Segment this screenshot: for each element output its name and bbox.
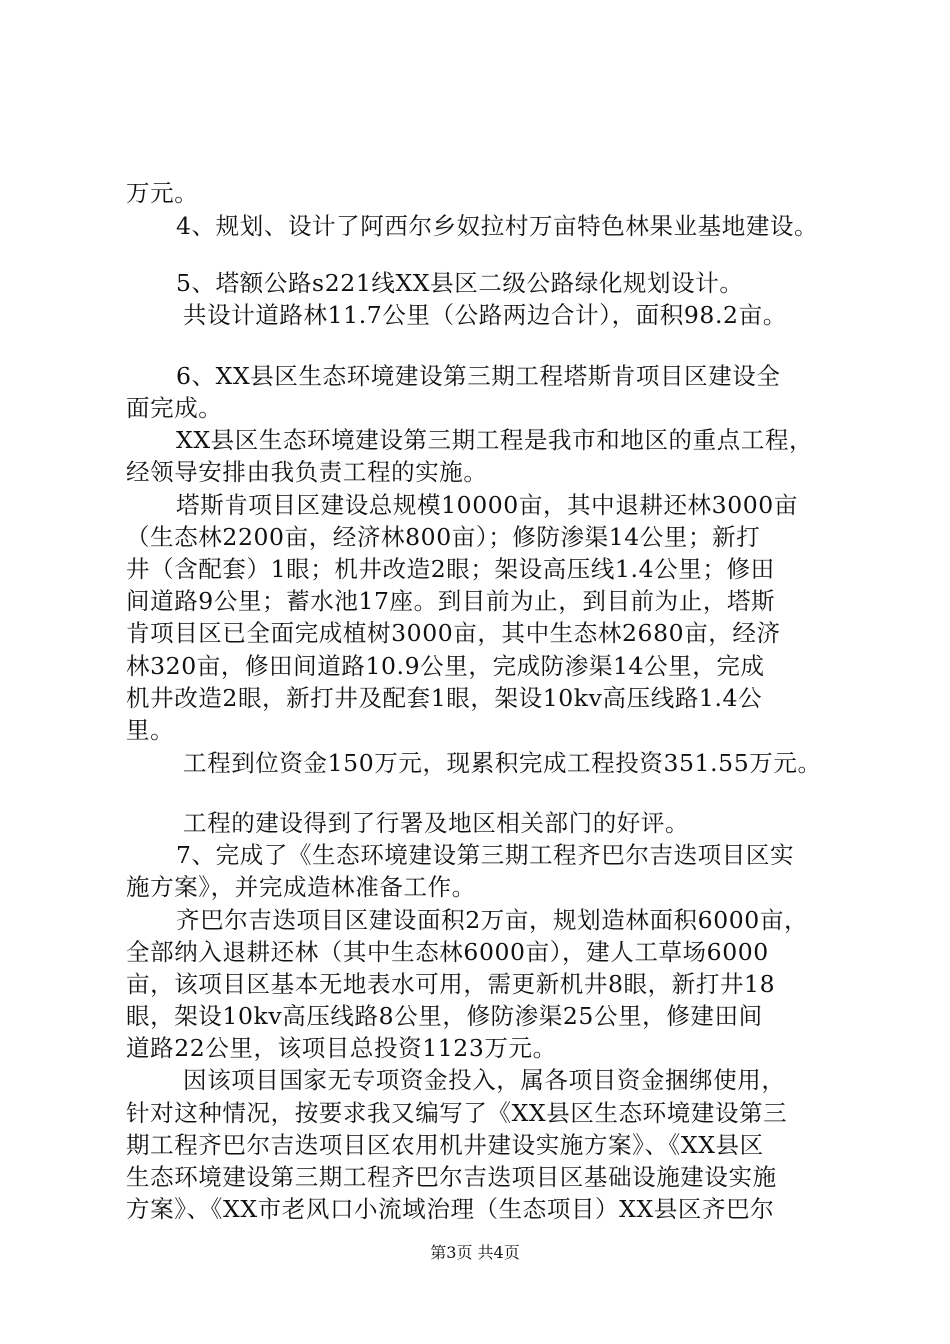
text-line: 道路22公里，该项目总投资1123万元。: [126, 1034, 557, 1062]
text-line: 工程到位资金150万元，现累积完成工程投资351.55万元。: [183, 749, 822, 777]
text-line: 共设计道路林11.7公里（公路两边合计），面积98.2亩。: [183, 301, 787, 329]
text-line: 眼，架设10kv高压线路8公里，修防渗渠25公里，修建田间: [126, 1002, 763, 1030]
text-line: 4、规划、设计了阿西尔乡奴拉村万亩特色林果业基地建设。: [176, 212, 819, 240]
text-line: 间道路9公里；蓄水池17座。到目前为止，到目前为止，塔斯: [126, 587, 776, 615]
text-line: 齐巴尔吉迭项目区建设面积2万亩，规划造林面积6000亩，: [176, 906, 809, 934]
text-line: 生态环境建设第三期工程齐巴尔吉迭项目区基础设施建设实施: [126, 1163, 777, 1191]
text-line: 针对这种情况，按要求我又编写了《XX县区生态环境建设第三: [126, 1099, 788, 1127]
text-line: 全部纳入退耕还林（其中生态林6000亩），建人工草场6000: [126, 938, 769, 966]
text-line: 施方案》，并完成造林准备工作。: [126, 873, 476, 901]
text-line: 因该项目国家无专项资金投入，属各项目资金捆绑使用，: [183, 1066, 786, 1094]
text-line: 7、完成了《生态环境建设第三期工程齐巴尔吉迭项目区实: [176, 841, 795, 869]
text-line: 亩，该项目区基本无地表水可用，需更新机井8眼，新打井18: [126, 970, 776, 998]
text-line: 肯项目区已全面完成植树3000亩，其中生态林2680亩，经济: [126, 619, 781, 647]
page-footer: 第3页 共4页: [430, 1243, 520, 1262]
text-line: 6、XX县区生态环境建设第三期工程塔斯肯项目区建设全: [176, 362, 781, 390]
text-line: XX县区生态环境建设第三期工程是我市和地区的重点工程，: [176, 426, 814, 454]
text-line: 塔斯肯项目区建设总规模10000亩，其中退耕还林3000亩: [176, 491, 798, 519]
text-line: 经领导安排由我负责工程的实施。: [126, 458, 488, 486]
text-line: 工程的建设得到了行署及地区相关部门的好评。: [183, 809, 690, 837]
text-line: 机井改造2眼，新打井及配套1眼，架设10kv高压线路1.4公: [126, 684, 763, 712]
text-line: 面完成。: [126, 394, 223, 422]
text-line: 期工程齐巴尔吉迭项目区农用机井建设实施方案》、《XX县区: [126, 1131, 764, 1159]
text-line: 里。: [126, 716, 175, 744]
text-line: 井（含配套）1眼；机井改造2眼；架设高压线1.4公里；修田: [126, 555, 775, 583]
text-line: （生态林2200亩，经济林800亩）；修防渗渠14公里；新打: [126, 523, 761, 551]
text-line: 方案》、《XX市老风口小流域治理（生态项目）XX县区齐巴尔: [126, 1195, 775, 1223]
text-line: 5、塔额公路s221线XX县区二级公路绿化规划设计。: [176, 269, 744, 297]
text-line: 林320亩，修田间道路10.9公里，完成防渗渠14公里，完成: [126, 652, 765, 680]
text-line: 万元。: [126, 179, 199, 207]
